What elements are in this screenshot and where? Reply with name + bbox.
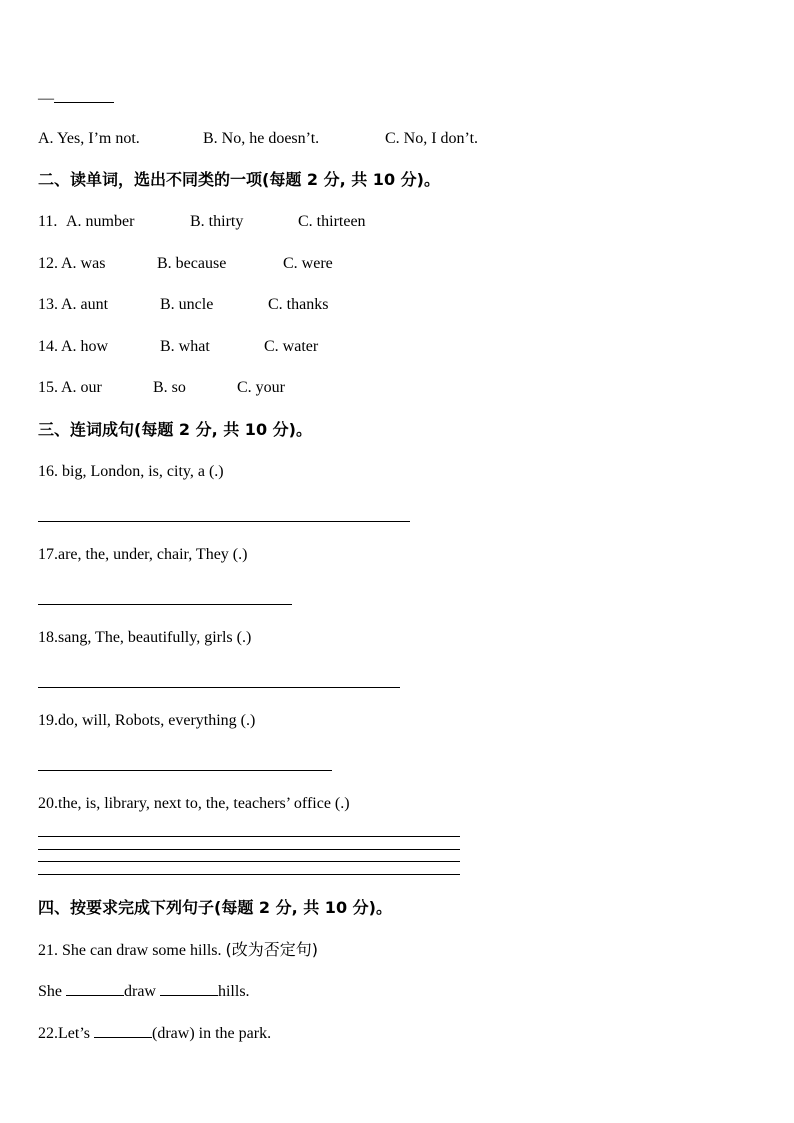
- q21-answer-end: hills.: [217, 983, 250, 1000]
- q13-number: 13.: [38, 296, 58, 313]
- q21-answer: [38, 981, 250, 1002]
- q16-prompt: [38, 462, 224, 482]
- q22-number: 22: [38, 1025, 54, 1042]
- q15-option-c[interactable]: C. your: [237, 379, 285, 396]
- q12-number: 12.: [38, 255, 58, 272]
- q15-row: [38, 378, 438, 398]
- q10-answer-blank[interactable]: [54, 88, 114, 103]
- section2-title: 二、读单词，选出不同类的一项(每题 2 分, 共 10 分)。: [38, 170, 440, 189]
- q13-option-b[interactable]: B. uncle: [160, 296, 214, 313]
- q11-number: 11.: [38, 213, 58, 230]
- q20-prompt: [38, 794, 350, 814]
- q15-option-a[interactable]: A. our: [61, 379, 102, 396]
- q16-number: 16: [38, 463, 54, 480]
- q16-answer-line[interactable]: [38, 521, 410, 522]
- q14-option-c[interactable]: C. water: [264, 338, 319, 355]
- q20-answer-line-2[interactable]: [38, 849, 460, 850]
- q20-number: 20: [38, 795, 54, 812]
- q15-option-b[interactable]: B. so: [153, 379, 186, 396]
- q21-answer-start: She: [38, 983, 62, 1000]
- q10-options: [38, 129, 558, 149]
- q14-row: [38, 337, 438, 357]
- q11-row: [38, 212, 438, 232]
- q12-option-c[interactable]: C. were: [283, 255, 333, 272]
- q10-option-a[interactable]: A. Yes, I’m not.: [38, 130, 140, 147]
- q20-answer-line-4[interactable]: [38, 874, 460, 875]
- q12-row: [38, 254, 438, 274]
- q19-number: 19: [38, 712, 54, 729]
- q21-prompt: [38, 940, 318, 961]
- q22-start: .Let’s: [54, 1025, 90, 1042]
- q14-number: 14.: [38, 338, 58, 355]
- q11-option-b[interactable]: B. thirty: [190, 213, 244, 230]
- q11-option-a[interactable]: A. number: [66, 213, 135, 230]
- q15-number: 15.: [38, 379, 58, 396]
- q22-hint: (draw) in the park.: [152, 1025, 272, 1042]
- q21-number: 21: [38, 942, 54, 959]
- q18-answer-line[interactable]: [38, 687, 400, 688]
- q12-option-a[interactable]: A. was: [61, 255, 106, 272]
- section4-title: 四、按要求完成下列句子(每题 2 分, 共 10 分)。: [38, 898, 392, 917]
- q13-row: [38, 295, 438, 315]
- q21-blank-1[interactable]: [66, 981, 124, 996]
- q17-words: .are, the, under, chair, They (.): [54, 546, 248, 563]
- q18-prompt: [38, 628, 251, 648]
- q18-number: 18: [38, 629, 54, 646]
- q14-option-b[interactable]: B. what: [160, 338, 210, 355]
- q13-option-a[interactable]: A. aunt: [61, 296, 109, 313]
- q19-answer-line[interactable]: [38, 770, 332, 771]
- q20-answer-line-1[interactable]: [38, 836, 460, 837]
- q17-answer-line[interactable]: [38, 604, 292, 605]
- q21-answer-mid: draw: [124, 983, 156, 1000]
- q21-sentence: . She can draw some hills.: [54, 942, 222, 959]
- q11-option-c[interactable]: C. thirteen: [298, 213, 366, 230]
- q19-prompt: [38, 711, 255, 731]
- q20-words: .the, is, library, next to, the, teachers’ office (.): [54, 795, 350, 812]
- q16-words: . big, London, is, city, a (.): [54, 463, 224, 480]
- q10-option-c[interactable]: C. No, I don’t.: [385, 130, 479, 147]
- q22-blank[interactable]: [94, 1023, 152, 1038]
- q10-option-b[interactable]: B. No, he doesn’t.: [203, 130, 320, 147]
- q22-prompt: [38, 1023, 271, 1044]
- q12-option-b[interactable]: B. because: [157, 255, 227, 272]
- q10-dash: —: [38, 90, 54, 107]
- q17-prompt: [38, 545, 247, 565]
- q10-dash-line: [38, 88, 114, 109]
- q20-answer-line-3[interactable]: [38, 861, 460, 862]
- q19-words: .do, will, Robots, everything (.): [54, 712, 256, 729]
- q14-option-a[interactable]: A. how: [61, 338, 109, 355]
- q21-blank-2[interactable]: [160, 981, 218, 996]
- q21-instruction: (改为否定句): [225, 940, 319, 959]
- q18-words: .sang, The, beautifully, girls (.): [54, 629, 252, 646]
- section3-title: 三、连词成句(每题 2 分, 共 10 分)。: [38, 420, 312, 439]
- q13-option-c[interactable]: C. thanks: [268, 296, 329, 313]
- q17-number: 17: [38, 546, 54, 563]
